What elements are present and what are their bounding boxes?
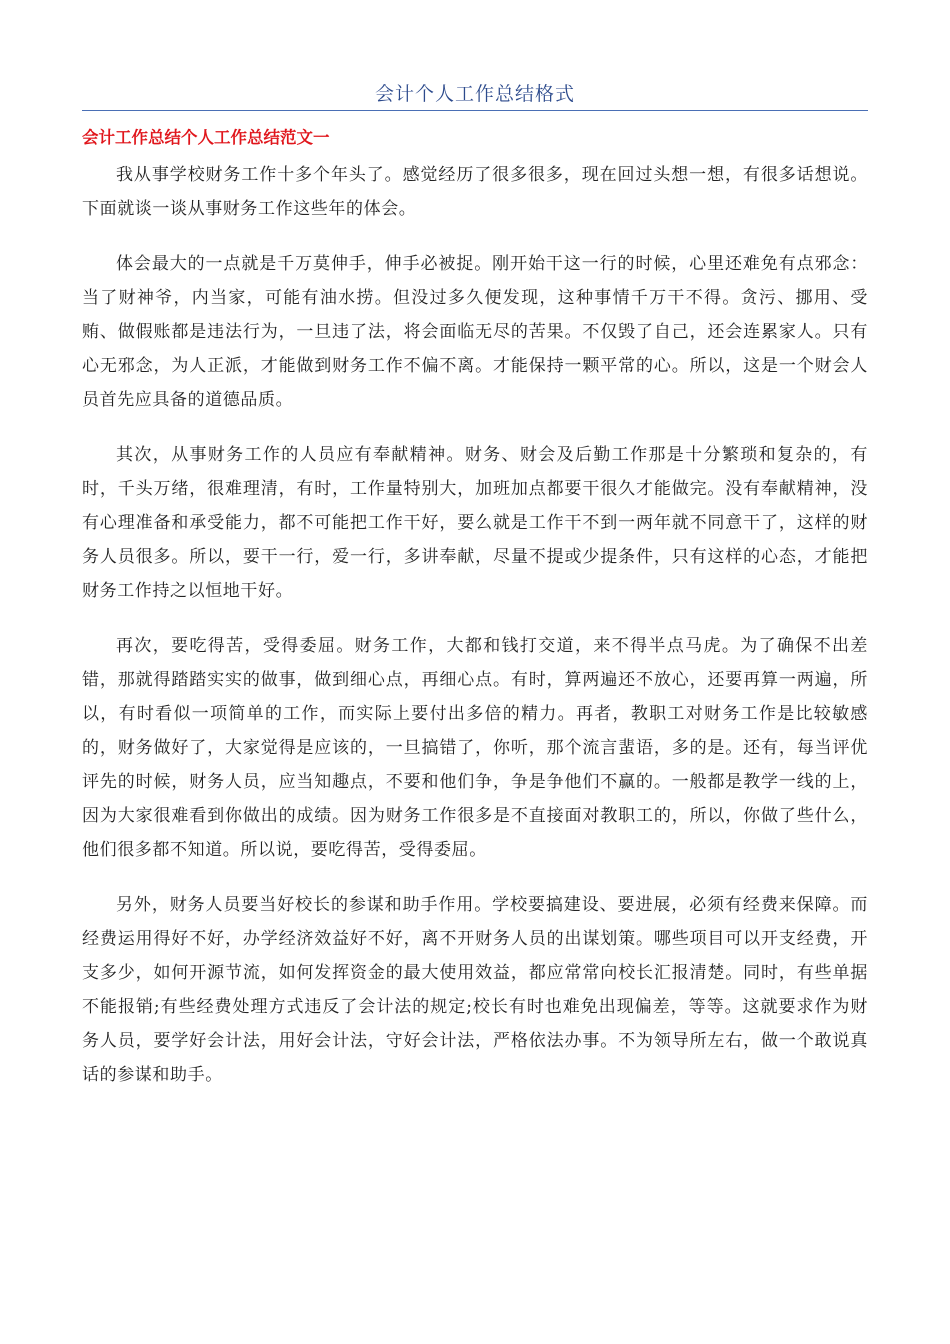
page-header (82, 80, 868, 111)
document-title: 会计个人工作总结格式 (374, 83, 575, 105)
paragraph: 再次，要吃得苦，受得委屈。财务工作，大都和钱打交道，来不得半点马虎。为了确保不出差错，那就得踏踏实实的做事，做到细心点，再细心点。有时，算两遍还不放心，还要再算一两遍，所以，有时看似一项简单的工作，而实际上要付出多倍的精力。再者，教职工对财务工作是比较敏感的，财务做好了，大家觉得是应该的，一旦搞错了，你听，那个流言蜚语，多的是。还有，每当评优评先的时候，财务人员，应当知趣点，不要和他们争，争是争他们不赢的。一般都是教学一线的上，因为大家很难看到你做出的成绩。因为财务工作很多是不直接面对教职工的，所以，你做了些什么，他们很多都不知道。所以说，要吃得苦，受得委屈。 (82, 636, 868, 860)
paragraph: 体会最大的一点就是千万莫伸手，伸手必被捉。刚开始干这一行的时候，心里还难免有点邪念：当了财神爷，内当家，可能有油水捞。但没过多久便发现，这种事情千万干不得。贪污、挪用、受贿、做假账都是违法行为，一旦违了法，将会面临无尽的苦果。不仅毁了自己，还会连累家人。只有心无邪念，为人正派，才能做到财务工作不偏不离。才能保持一颗平常的心。所以，这是一个财会人员首先应具备的道德品质。 (82, 254, 868, 410)
document-body (82, 158, 868, 1113)
paragraph: 我从事学校财务工作十多个年头了。感觉经历了很多很多，现在回过头想一想，有很多话想说。下面就谈一谈从事财务工作这些年的体会。 (82, 165, 868, 219)
paragraph: 其次，从事财务工作的人员应有奉献精神。财务、财会及后勤工作那是十分繁琐和复杂的，有时，千头万绪，很难理清，有时，工作量特别大，加班加点都要干很久才能做完。没有奉献精神，没有心理准备和承受能力，都不可能把工作干好，要么就是工作干不到一两年就不同意干了，这样的财务人员很多。所以，要干一行，爱一行，多讲奉献，尽量不提或少提条件，只有这样的心态，才能把财务工作持之以恒地干好。 (82, 445, 868, 601)
section-heading: 会计工作总结个人工作总结范文一 (82, 128, 330, 147)
paragraph: 另外，财务人员要当好校长的参谋和助手作用。学校要搞建设、要进展，必须有经费来保障。而经费运用得好不好，办学经济效益好不好，离不开财务人员的出谋划策。哪些项目可以开支经费，开支多少，如何开源节流，如何发挥资金的最大使用效益，都应常常向校长汇报清楚。同时，有些单据不能报销;有些经费处理方式违反了会计法的规定;校长有时也难免出现偏差，等等。这就要求作为财务人员，要学好会计法，用好会计法，守好会计法，严格依法办事。不为领导所左右，做一个敢说真话的参谋和助手。 (82, 895, 868, 1085)
